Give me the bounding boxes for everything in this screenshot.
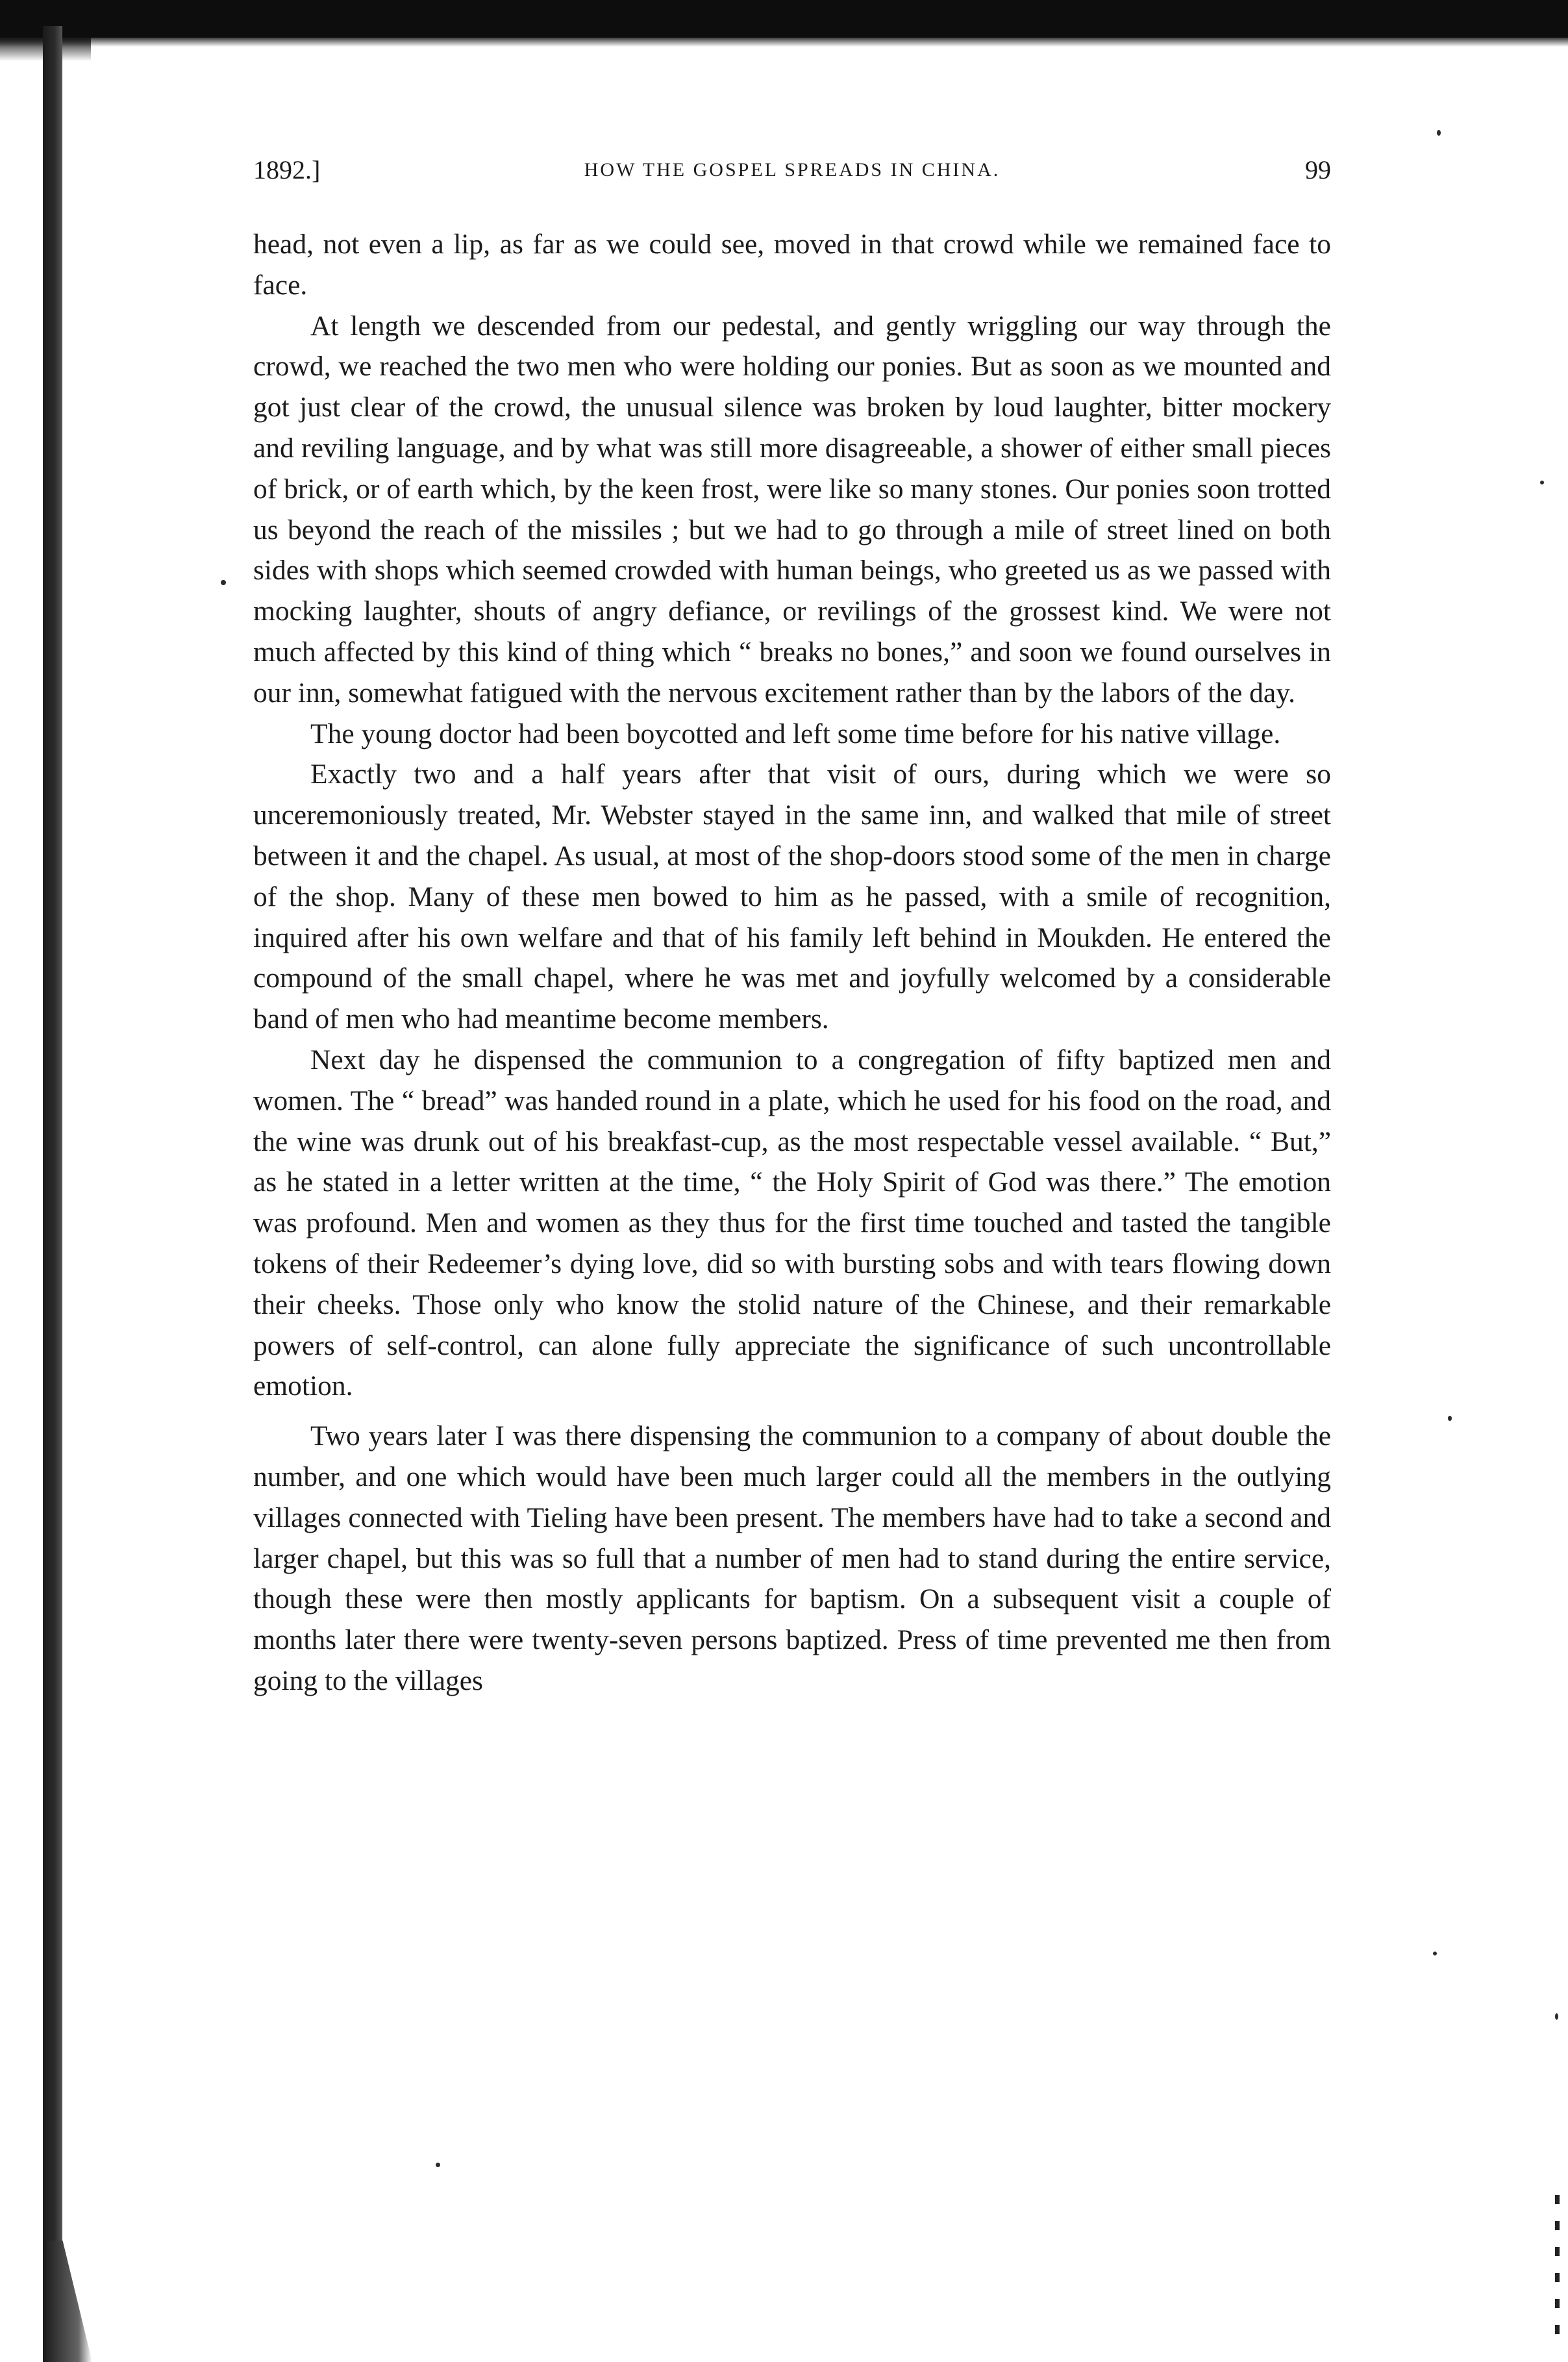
scan-speck (1540, 481, 1544, 484)
body-text (253, 224, 1331, 1702)
scan-speck (1555, 2013, 1558, 2020)
scan-border-top (0, 0, 1568, 38)
paragraph: Exactly two and a half years after that visit of ours, during which we were so unceremoniously treated, Mr. Webster stayed in the same inn, and walked that mile of street between it and the chapel. As usual, at most of the shop-doors stood some of the men in charge of the shop. Many of these men bowed to him as he passed, with a smile of recognition, inquired after his own welfare and that of his family left behind in Moukden. He entered the compound of the small chapel, where he was met and joyfully welcomed by a considerable band of men who had meantime become members. (253, 759, 1331, 1035)
paragraph: head, not even a lip, as far as we could see, moved in that crowd while we remained face to face. (253, 229, 1331, 301)
scan-speck (1448, 1416, 1452, 1421)
running-head (253, 151, 1331, 190)
scan-speck (1437, 130, 1441, 136)
scan-edge-mark (1555, 2195, 1560, 2351)
paragraph: The young doctor had been boycotted and left some time before for his native village. (310, 718, 1281, 749)
paragraph: Next day he dispensed the communion to a congregation of fifty baptized men and women. The “ bread” was handed round in a plate, which he used for his food on the road, and the wine was drunk out of his breakfast-cup, as the most respectable vessel available. “ But,” as he stated in a letter written at the time, “ the Holy Spirit of God was there.” The emotion was profound. Men and women as they thus for the first time touched and tasted the tangible tokens of their Redeemer’s dying love, did so with bursting sobs and with tears flowing down their cheeks. Those only who know the stolid nature of the Chinese, and their remarkable powers of self-control, can alone fully appreciate the significance of such uncontrollable emotion. (253, 1044, 1331, 1402)
paragraph: At length we descended from our pedestal, and gently wriggling our way through the crowd, we reached the two men who were holding our ponies. But as soon as we mounted and got just clear of the crowd, the unusual silence was broken by loud laughter, bitter mockery and reviling language, and by what was still more disagreeable, a shower of either small pieces of brick, or of earth which, by the keen frost, were like so many stones. Our ponies soon trotted us beyond the reach of the missiles ; but we had to go through a mile of street lined on both sides with shops which seemed crowded with human beings, who greeted us as we passed with mocking laughter, shouts of angry defiance, or revilings of the grossest kind. We were not much affected by this kind of thing which “ breaks no bones,” and soon we found ourselves in our inn, somewhat fatigued with the nervous excitement rather than by the labors of the day. (253, 310, 1331, 709)
paragraph: Two years later I was there dispensing the communion to a company of about double the number, and one which would have been much larger could all the members in the outlying villages connected with Tieling have been present. The members have had to take a second and larger chapel, but this was so full that a number of men had to stand during the entire service, though these were then mostly applicants for baptism. On a subsequent visit a couple of months later there were twenty-seven persons baptized. Press of time prevented me then from going to the villages (253, 1420, 1331, 1696)
page-number: 99 (1305, 155, 1331, 184)
scan-border-foot (47, 2241, 92, 2362)
scan-speck (1433, 1952, 1437, 1955)
scan-speck (436, 2163, 440, 2167)
scan-speck (221, 580, 226, 585)
running-head-title: HOW THE GOSPEL SPREADS IN CHINA. (584, 159, 1001, 181)
running-head-year: 1892.] (253, 155, 321, 184)
scan-border-left (43, 26, 62, 2362)
